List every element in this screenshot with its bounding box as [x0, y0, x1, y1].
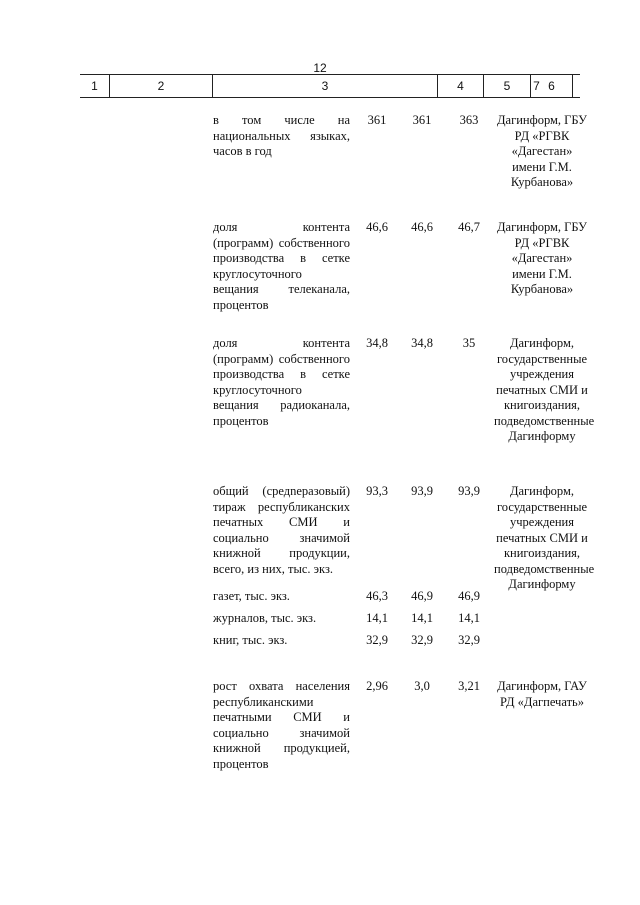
- value-col5: 93,9: [411, 484, 433, 498]
- value-col5: 34,8: [411, 336, 433, 350]
- value-col6: 93,9: [458, 484, 480, 498]
- table-subrow: [0, 633, 640, 649]
- value-col5: 46,6: [411, 220, 433, 234]
- value-col6: 363: [459, 113, 479, 127]
- value-col4: 46,3: [366, 589, 388, 603]
- value-col6: 14,1: [458, 611, 480, 625]
- value-col4: 361: [367, 113, 387, 127]
- value-col4: 46,6: [366, 220, 388, 234]
- executor-text: Дагинформ, ГБУ РД «РГВК «Дагестан» имени Г.М. Курбанова»: [497, 113, 587, 189]
- value-col4: 2,96: [366, 679, 388, 693]
- column-header-3: 3: [213, 75, 438, 97]
- value-col6: 32,9: [458, 633, 480, 647]
- subrow-label: книг, тыс. экз.: [213, 633, 288, 647]
- value-col5: 14,1: [411, 611, 433, 625]
- subrow-label: журналов, тыс. экз.: [213, 611, 317, 625]
- column-header-2: 2: [110, 75, 213, 97]
- indicator-text: доля контента (программ) собственного производства в сетке круглосуточного вещания радиоканала, процентов: [213, 336, 350, 428]
- column-header-7: 7: [533, 79, 540, 93]
- value-col4: 32,9: [366, 633, 388, 647]
- value-col6: 3,21: [458, 679, 480, 693]
- executor-text: Дагинформ, государственные учреждения печатных СМИ и книгоиздания, подведомственные Дагинформу: [494, 484, 595, 591]
- executor-text: Дагинформ, ГАУ РД «Дагпечать»: [497, 679, 587, 709]
- column-header-1: 1: [80, 75, 110, 97]
- executor-text: Дагинформ, ГБУ РД «РГВК «Дагестан» имени Г.М. Курбанова»: [497, 220, 587, 296]
- value-col6: 46,9: [458, 589, 480, 603]
- value-col6: 46,7: [458, 220, 480, 234]
- value-col6: 35: [462, 336, 476, 350]
- value-col5: 361: [412, 113, 432, 127]
- value-col4: 14,1: [366, 611, 388, 625]
- value-col5: 3,0: [414, 679, 430, 693]
- column-header-5: 5: [484, 75, 531, 97]
- column-header-4: 4: [438, 75, 484, 97]
- table-subrow: [0, 611, 640, 627]
- indicator-text: в том числе на национальных языках, часов в год: [213, 113, 350, 158]
- value-col4: 34,8: [366, 336, 388, 350]
- indicator-text: рост охвата населения республиканскими печатными СМИ и социально значимой книжной продукцией, процентов: [213, 679, 350, 771]
- page-number: 12: [313, 61, 327, 75]
- table-subrow: [0, 589, 640, 605]
- value-col4: 93,3: [366, 484, 388, 498]
- indicator-text: общий (средneразовый) тираж республиканских печатных СМИ и социально значимой книжной продукции, всего, из них, тыс. экз.: [213, 484, 350, 576]
- value-col5: 32,9: [411, 633, 433, 647]
- indicator-text: доля контента (программ) собственного производства в сетке круглосуточного вещания телеканала, процентов: [213, 220, 350, 312]
- executor-text: Дагинформ, государственные учреждения печатных СМИ и книгоиздания, подведомственные Дагинформу: [494, 336, 595, 443]
- value-col5: 46,9: [411, 589, 433, 603]
- subrow-label: газет, тыс. экз.: [213, 589, 290, 603]
- column-header-6: 6: [531, 75, 573, 97]
